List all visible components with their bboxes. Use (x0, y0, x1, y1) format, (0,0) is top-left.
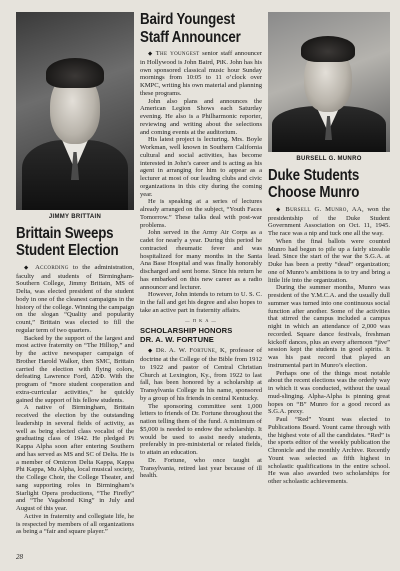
right-column (268, 0, 390, 486)
portrait-photo-jimmy-brittain (16, 12, 134, 210)
article-paragraph: A native of Birmingham, Brittain received the election by the outstanding leadership in several fields of activity, as well as being elected class vocalist of the graduating class of 1942. He pledged Pi Kappa Alpha soon after entering Southern and has served as MS and SC of Delta. He is a member of Omicron Delta Kappa, Kappa Phi Kappa, Mu Alpha, local musical society, the College Choir, the College Theater, and sang supporting roles in Birmingham’s Starlight Opera productions, “The Firefly” and “The Vagabond King” in July and August of this year. (16, 404, 134, 512)
headline-line-2: Student Election (16, 242, 119, 260)
article-paragraph: The sponsoring committee sent 1,000 letters to friends of Dr. Fortune throughout the nation telling them of the fund. A minimum of $5,000 is needed to endow the scholarship. It would be used to assist needy students, preferably in pre-ministerial or related fields, to attain an education. (140, 402, 262, 456)
portrait-photo-bursell-munro (268, 12, 390, 152)
photo-caption: JIMMY BRITTAIN (48, 214, 102, 220)
article-paragraph: ◆ The youngest senior staff announcer in Hollywood is John Baird, PiK. John has his own sponsored classical music hour Sunday mornings from 10:05 to 11 o’clock over KMPC, writing his own material and planning these programs. (140, 50, 263, 97)
diamond-bullet-icon: ◆ (24, 264, 31, 271)
diamond-bullet-icon: ◆ (148, 348, 154, 355)
subheadline-1: SCHOLARSHIP HONORS (140, 326, 233, 336)
article-paragraph: During the summer months, Munro was president of the Y.M.C.A. and the usually dull summer was turned into one continuous social function after another. Some of the activities that stirred the campus included a campus night in which an attendance of 2,000 was recorded. Square dance festivals, freshman kickoff dances, plus an every afternoon “jive” session kept the students in good spirits. It was his past record that played an instrumental part in Munro’s election. (268, 284, 390, 369)
article-paragraph: ◆ According to the administration, faculty and students of Birmingham-Southern College, Jimmy Brittain, MS of Delta, was elected president of the student body in one of the cleanest campaigns in the history of the college. Winning the campaign on the slogan “Quality and popularity count,” Brittain was elected to fill the regular term of two quarters. (16, 263, 134, 334)
article-paragraph: Perhaps one of the things most notable about the recent elections was the orderly way in which it was conducted, without the usual mud-slinging. Alpha-Alpha is pinning great hopes on “B” Munro for a good record as S.G.A. prexy. (268, 369, 390, 416)
lead-in: The youngest (155, 50, 200, 57)
section-separator: — Π K A — (185, 317, 217, 323)
page-number: 28 (16, 553, 23, 561)
article-paragraph: Dr. Fortune, who once taught at Transylvania, retired last year because of ill health. (140, 456, 262, 480)
article-paragraph: John also plans and announces the American Legion Shows each Saturday evening. He also is a Philharmonic reporter, reviewing and writing about the selections and coming events at the auditorium. (140, 97, 262, 136)
article-paragraph: John served in the Army Air Corps as a cadet for nearly a year. During this period he contracted rheumatic fever and was hospitalized for many months in the Santa Ana Base Hospital and was finally honorably discharged and sent home. Since his return he has embarked on this new career as a radio announcer and lecturer. (140, 229, 262, 291)
lead-in: Dr. A. W. Fortune, K, (155, 347, 227, 355)
article-paragraph: Active in fraternity and collegiate life, he is respected by members of all organizations as being a “fair and square player.” (16, 512, 134, 536)
headline-line-1: Duke Students (268, 166, 360, 184)
headline-line-2: Choose Munro (268, 184, 360, 202)
article-paragraph: When the final ballots were counted Munro had begun to pile up a fairly sizeable lead. Since the start of the war the S.G.A. at Duke has been a pretty “dead” organization; one of Munro’s ambitions is to try and bring a little life into the organization. (268, 237, 390, 284)
headline-line-2: Staff Announcer (140, 28, 241, 46)
left-column (16, 0, 134, 536)
middle-column (140, 0, 262, 480)
article-paragraph: However, John intends to return to U. S. C. in the fall and get his degree and also hopes to take an active part in fraternity affairs. (140, 291, 262, 314)
article-paragraph: He is speaking at a series of lectures already arranged on the subject, “Youth Faces Tomorrow.” These talks deal with post-war problems. (140, 198, 262, 229)
article-paragraph: Backed by the support of the largest and most active fraternity on “The Hilltop,” and by the active newspaper campaign of Brother Harold Walker, then SMC, Brittain carried the election with flying colors, defeating Lawrence Ford, ΔΣΦ. With the program of “more student cooperation and extra-curricular activities,” he quickly gained the support of his fellow students. (16, 334, 134, 404)
lead-in: According (35, 263, 69, 271)
article-paragraph: Paul “Red” Yount was elected to Publications Board. Yount came through with the highest vote of all the candidates. “Red” is the sports editor of the weekly publication the Chronicle and the monthly Archive. Recently Yount was selected as fifth highest in scholastic qualifications in the entire school. He was also awarded two scholarships for other scholastic achievements. (268, 416, 390, 485)
article-paragraph: ◆ Bursell G. Munro, AA, won the presidentship of the Duke Student Government Association on Oct. 11, 1945. The race was a nip and tuck one all the way. (268, 205, 391, 237)
subheadline-2: DR. A. W. FORTUNE (140, 334, 214, 344)
lead-in: Bursell G. Munro, AA, (285, 205, 364, 213)
diamond-bullet-icon: ◆ (148, 51, 154, 57)
article-paragraph: ◆ Dr. A. W. Fortune, K, professor of doctrine at the College of the Bible from 1912 to 1922 and pastor of Central Christian Church at Lexington, Ky., from 1922 to last fall, has been honored by a scholarship at Transylvania College in his name, sponsored by a group of his friends in central Kentucky. (140, 347, 262, 402)
headline-line-1: Baird Youngest (140, 11, 235, 28)
headline-line-1: Brittain Sweeps (16, 224, 114, 242)
photo-caption: BURSELL G. MUNRO (296, 156, 362, 162)
article-paragraph: His latest project is lecturing. Mrs. Boyle Workman, well known in Southern California cultural and social activities, has become interested in John’s career and is acting as his agent in arranging for him to appear as a lecturer at most of our leading clubs and civic organizations in this city during the coming year. (140, 136, 262, 198)
diamond-bullet-icon: ◆ (276, 206, 282, 213)
